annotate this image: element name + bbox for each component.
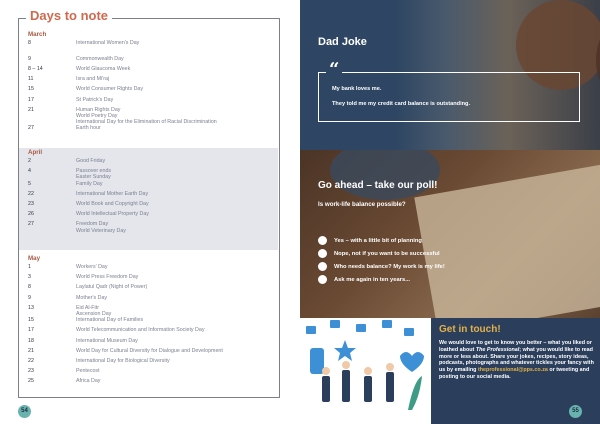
event-list xyxy=(76,211,149,217)
event-name: Laylatul Qadr (Night of Power) xyxy=(76,284,148,291)
event-name: Human Rights Day xyxy=(76,106,121,113)
event-name: World Book and Copyright Day xyxy=(76,201,149,208)
event-list xyxy=(76,201,149,207)
date-label: 23 xyxy=(28,201,34,208)
date-row xyxy=(28,295,278,301)
date-row xyxy=(28,86,278,92)
event-list xyxy=(76,191,148,197)
date-row xyxy=(28,348,278,354)
date-row xyxy=(28,66,278,72)
event-list xyxy=(76,66,130,72)
person-head-icon xyxy=(364,367,372,375)
date-row xyxy=(28,40,278,46)
quote-mark-icon: “ xyxy=(326,62,342,78)
social-media-illustration xyxy=(300,318,431,424)
event-name: St Patrick's Day xyxy=(76,96,114,103)
event-name: World Day for Cultural Diversity for Dialogue and Development xyxy=(76,347,223,354)
event-name: International Museum Day xyxy=(76,337,138,344)
date-label: 4 xyxy=(28,168,31,175)
date-label: 26 xyxy=(28,211,34,218)
date-row xyxy=(28,181,278,187)
event-list xyxy=(76,317,143,323)
like-bubble-icon xyxy=(356,324,366,332)
date-row xyxy=(28,221,278,233)
date-row xyxy=(28,76,278,82)
contact-text-2: ; what you would like to read more or less about. Share your jokes, recipes, story ideas, podcasts, photographs and whatever tickles your fancy with us by emailing xyxy=(439,346,594,374)
event-name: Isra and Mi'raj xyxy=(76,76,110,83)
date-label: 23 xyxy=(28,368,34,375)
event-name: Good Friday xyxy=(76,158,106,164)
event-list xyxy=(76,86,143,92)
person-icon xyxy=(364,376,372,402)
event-list xyxy=(76,97,113,103)
date-label: 8 – 14 xyxy=(28,66,43,72)
event-list xyxy=(76,274,138,280)
event-name: World Press Freedom Day xyxy=(76,274,139,281)
event-name: World Poetry Day xyxy=(76,113,118,120)
work-life-paper-shape xyxy=(414,165,600,318)
event-list xyxy=(76,181,103,187)
date-row xyxy=(28,358,278,364)
date-label: 18 xyxy=(28,337,34,344)
heart-icon xyxy=(400,352,424,372)
date-label: 5 xyxy=(28,180,31,187)
event-name: International Day for Biological Diversity xyxy=(76,358,170,365)
date-label: 2 xyxy=(28,158,31,164)
get-in-touch-body xyxy=(439,340,597,381)
month-section-march xyxy=(19,30,278,144)
event-list xyxy=(76,305,111,317)
plant-leaf-icon xyxy=(408,376,422,410)
event-list xyxy=(76,327,204,333)
month-section-april xyxy=(19,148,278,250)
poll-section xyxy=(300,150,600,318)
date-label: 15 xyxy=(28,86,34,93)
date-label: 11 xyxy=(28,76,34,83)
radio-icon[interactable] xyxy=(318,236,327,245)
event-name: International Day for the Elimination of Racial Discrimination xyxy=(76,119,217,126)
date-row xyxy=(28,201,278,207)
date-label: 15 xyxy=(28,317,34,324)
date-row xyxy=(28,274,278,280)
event-name: Passover ends xyxy=(76,168,112,175)
event-name: Freedom Day xyxy=(76,221,109,228)
joke-line-1: My bank loves me. xyxy=(332,86,382,92)
event-list xyxy=(76,168,111,180)
date-row xyxy=(28,191,278,197)
event-list xyxy=(76,56,124,62)
dad-joke-section xyxy=(300,0,600,150)
poll-option-1[interactable] xyxy=(318,236,422,245)
event-name: International Women's Day xyxy=(76,40,140,46)
date-label: 13 xyxy=(28,304,34,311)
date-row xyxy=(28,168,278,180)
event-name: Easter Sunday xyxy=(76,174,111,181)
poll-option-label: Nope, not if you want to be successful xyxy=(334,250,440,257)
date-row xyxy=(28,264,278,270)
poll-option-2[interactable] xyxy=(318,249,440,258)
contact-text-3: or tweeting and posting to our social media. xyxy=(439,367,590,380)
date-label: 3 xyxy=(28,274,31,281)
date-row xyxy=(28,327,278,333)
event-list xyxy=(76,295,107,301)
date-row xyxy=(28,305,278,317)
event-name: Family Day xyxy=(76,180,103,187)
event-name: World Glaucoma Week xyxy=(76,66,131,72)
radio-icon[interactable] xyxy=(318,262,327,271)
date-row xyxy=(28,97,278,103)
event-name: Workers' Day xyxy=(76,264,108,270)
event-name: Commonwealth Day xyxy=(76,55,124,62)
joke-box xyxy=(318,72,580,122)
get-in-touch-title: Get in touch! xyxy=(439,324,501,335)
person-icon xyxy=(386,372,394,402)
event-name: Pentecost xyxy=(76,368,100,375)
date-label: 1 xyxy=(28,264,31,270)
event-name: Mother's Day xyxy=(76,294,108,301)
event-list xyxy=(76,348,223,354)
magazine-name: The Professional xyxy=(475,346,520,353)
event-list xyxy=(76,76,109,82)
date-row xyxy=(28,378,278,384)
date-row xyxy=(28,56,278,62)
date-row xyxy=(28,338,278,344)
page-number-left: 54 xyxy=(18,405,31,418)
event-name: Earth hour xyxy=(76,125,101,132)
date-row xyxy=(28,317,278,323)
month-heading: May xyxy=(28,255,41,262)
date-label: 21 xyxy=(28,347,34,354)
event-name: World Veterinary Day xyxy=(76,227,126,234)
month-heading: April xyxy=(28,149,43,156)
event-name: Ascension Day xyxy=(76,311,112,318)
event-name: World Consumer Rights Day xyxy=(76,86,144,93)
date-label: 25 xyxy=(28,378,34,385)
poll-title: Go ahead – take our poll! xyxy=(318,180,438,191)
event-name: World Telecommunication and Information Society Day xyxy=(76,327,205,334)
event-list xyxy=(76,221,126,233)
event-name: Africa Day xyxy=(76,378,101,385)
date-label: 9 xyxy=(28,55,31,62)
person-icon xyxy=(342,370,350,402)
person-icon xyxy=(322,376,330,402)
event-name: Eid Al-Fitr xyxy=(76,304,99,311)
event-list xyxy=(76,358,170,364)
page-number-right: 55 xyxy=(569,405,582,418)
date-row xyxy=(28,125,278,131)
event-list xyxy=(76,125,101,131)
date-row xyxy=(28,284,278,290)
right-page xyxy=(300,0,600,424)
contact-text-1: We would love to get to know you better – what you liked or loathed about xyxy=(439,340,592,353)
event-list xyxy=(76,284,147,290)
event-list xyxy=(76,368,100,374)
days-to-note-title: Days to note xyxy=(26,8,112,23)
coffee-cup-shape xyxy=(330,150,440,200)
event-list xyxy=(76,40,139,46)
date-label: 8 xyxy=(28,40,31,46)
thumbs-up-icon xyxy=(310,348,324,374)
date-label: 9 xyxy=(28,294,31,301)
date-label: 22 xyxy=(28,190,34,197)
date-row xyxy=(28,368,278,374)
date-label: 21 xyxy=(28,106,34,113)
event-list xyxy=(76,338,138,344)
poll-option-label: Ask me again in ten years... xyxy=(334,276,411,283)
contact-email-link[interactable]: theprofessional@pps.co.za xyxy=(477,367,548,374)
event-list xyxy=(76,264,108,270)
date-label: 22 xyxy=(28,358,34,365)
date-label: 17 xyxy=(28,96,34,103)
event-name: International Mother Earth Day xyxy=(76,190,149,197)
dad-joke-title: Dad Joke xyxy=(318,36,367,48)
poll-option-3[interactable] xyxy=(318,262,445,271)
star-icon xyxy=(334,340,356,361)
poll-option-label: Who needs balance? My work is my life! xyxy=(334,263,445,270)
like-bubble-icon xyxy=(382,320,392,328)
like-bubble-icon xyxy=(306,326,316,334)
date-label: 17 xyxy=(28,327,34,334)
date-label: 27 xyxy=(28,221,34,228)
date-row xyxy=(28,107,278,126)
people-likes-illustration xyxy=(300,318,431,424)
poll-option-4[interactable] xyxy=(318,275,410,284)
event-name: International Day of Families xyxy=(76,317,144,324)
person-head-icon xyxy=(386,363,394,371)
radio-icon[interactable] xyxy=(318,275,327,284)
date-row xyxy=(28,211,278,217)
month-heading: March xyxy=(28,31,47,38)
date-row xyxy=(28,158,278,164)
month-section-may xyxy=(19,254,278,394)
like-bubble-icon xyxy=(404,328,414,336)
person-head-icon xyxy=(342,361,350,369)
person-head-icon xyxy=(322,367,330,375)
date-label: 8 xyxy=(28,284,31,291)
poll-option-label: Yes – with a little bit of planning xyxy=(334,237,422,244)
event-list xyxy=(76,107,217,126)
event-list xyxy=(76,158,105,164)
event-name: World Intellectual Property Day xyxy=(76,211,149,218)
poll-question: Is work-life balance possible? xyxy=(318,201,406,208)
radio-icon[interactable] xyxy=(318,249,327,258)
like-bubble-icon xyxy=(330,320,340,328)
event-list xyxy=(76,378,100,384)
date-label: 27 xyxy=(28,125,34,132)
joke-line-2: They told me my credit card balance is outstanding. xyxy=(332,101,471,107)
